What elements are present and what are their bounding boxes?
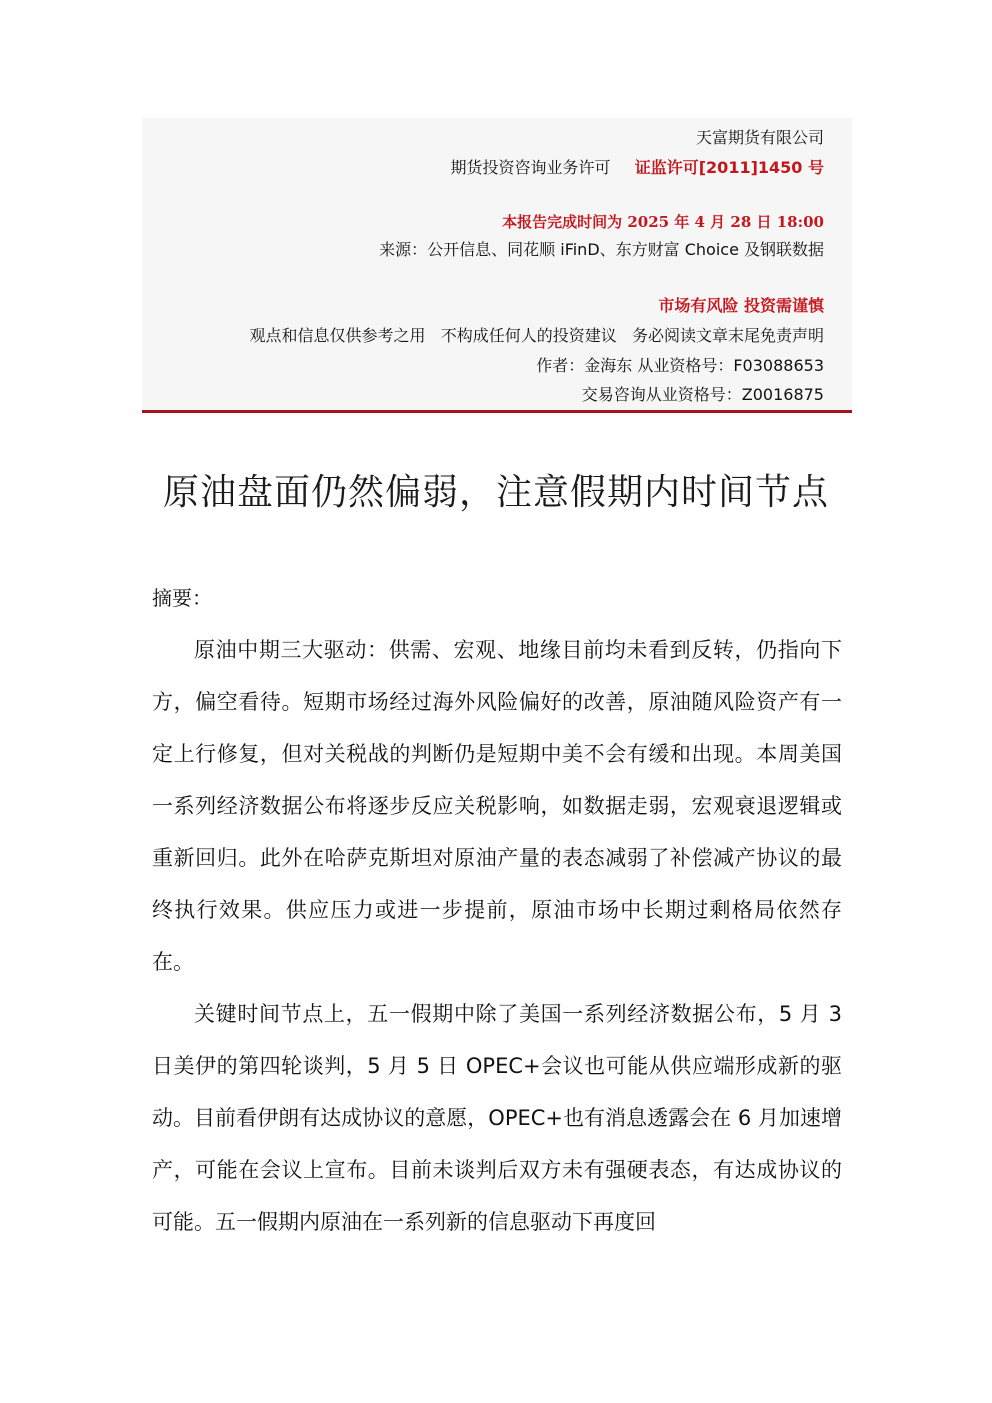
- summary-paragraph: 原油中期三大驱动：供需、宏观、地缘目前均未看到反转，仍指向下方，偏空看待。短期市场经过海外风险偏好的改善，原油随风险资产有一定上行修复，但对关税战的判断仍是短期中美不会有缓和出现。本周美国一系列经济数据公布将逐步反应关税影响，如数据走弱，宏观衰退逻辑或重新回归。此外在哈萨克斯坦对原油产量的表态减弱了补偿减产协议的最终执行效果。供应压力或进一步提前，原油市场中长期过剩格局依然存在。: [152, 638, 842, 974]
- risk-warning: 市场有风险 投资需谨慎: [658, 296, 824, 315]
- disclaimer: 观点和信息仅供参考之用 不构成任何人的投资建议 务必阅读文章末尾免责声明: [249, 326, 824, 345]
- license-line: [451, 158, 824, 178]
- author-info: 作者：金海东 从业资格号：F03088653: [536, 356, 824, 375]
- license-label: 期货投资咨询业务许可: [450, 158, 611, 177]
- trading-license: 交易咨询从业资格号：Z0016875: [581, 385, 824, 404]
- license-number: 证监许可[2011]1450 号: [634, 158, 824, 177]
- report-time: 本报告完成时间为 2025 年 4 月 28 日 18:00: [502, 213, 824, 231]
- header-divider: [142, 410, 852, 413]
- data-source: 来源：公开信息、同花顺 iFinD、东方财富 Choice 及钢联数据: [379, 240, 824, 259]
- company-name: 天富期货有限公司: [695, 128, 824, 147]
- summary-paragraph: 关键时间节点上，五一假期中除了美国一系列经济数据公布，5 月 3 日美伊的第四轮谈判，5 月 5 日 OPEC+会议也可能从供应端形成新的驱动。目前看伊朗有达成协议的意愿，OPEC+也有消息透露会在 6 月加速增产，可能在会议上宣布。目前未谈判后双方未有强硬表态，有达成协议的可能。五一假期内原油在一系列新的信息驱动下再度回: [152, 1002, 842, 1234]
- article-title: 原油盘面仍然偏弱，注意假期内时间节点: [162, 472, 829, 513]
- summary-label: 摘要：: [152, 586, 212, 610]
